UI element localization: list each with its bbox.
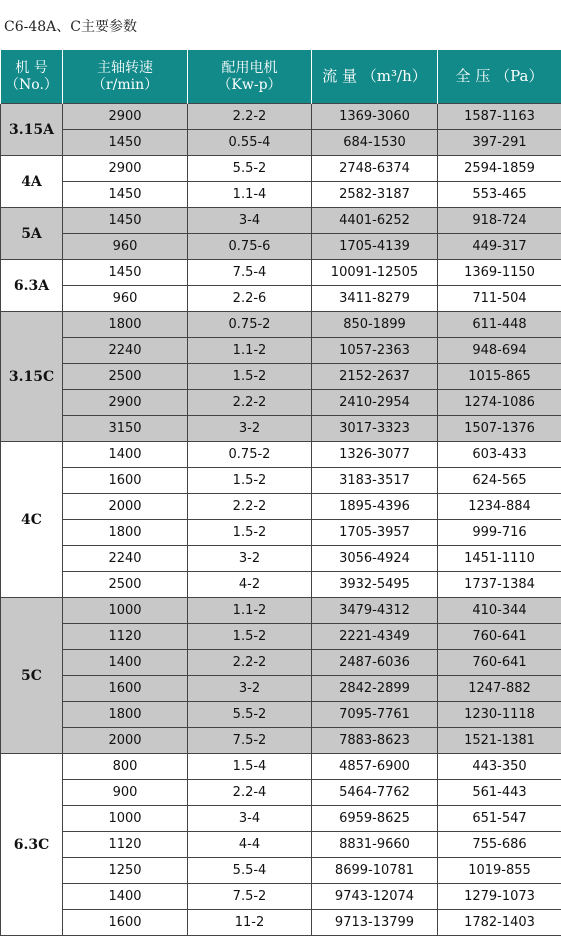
pressure-cell: 397-291 [438,130,561,156]
header-pressure [438,50,561,104]
speed-cell: 2500 [63,364,188,390]
pressure-cell: 443-350 [438,754,561,780]
motor-cell: 3-4 [188,208,312,234]
flow-cell: 850-1899 [312,312,438,338]
speed-cell: 1450 [63,260,188,286]
speed-cell: 1450 [63,130,188,156]
speed-cell: 1450 [63,208,188,234]
speed-cell: 1400 [63,442,188,468]
speed-cell: 1000 [63,806,188,832]
speed-cell: 1000 [63,598,188,624]
flow-cell: 2842-2899 [312,676,438,702]
pressure-cell: 651-547 [438,806,561,832]
pressure-cell: 1451-1110 [438,546,561,572]
header-flow-label: 流 量 （m³/h） [322,66,427,85]
flow-cell: 2748-6374 [312,156,438,182]
table-row [1,520,561,546]
header-speed [63,50,188,104]
flow-cell: 1057-2363 [312,338,438,364]
motor-cell: 1.1-4 [188,182,312,208]
speed-cell: 2500 [63,572,188,598]
pressure-cell: 755-686 [438,832,561,858]
motor-cell: 2.2-6 [188,286,312,312]
pressure-cell: 1507-1376 [438,416,561,442]
motor-cell: 11-2 [188,910,312,936]
motor-cell: 1.5-2 [188,364,312,390]
speed-cell: 2900 [63,156,188,182]
flow-cell: 9743-12074 [312,884,438,910]
speed-cell: 1800 [63,312,188,338]
table-row [1,208,561,234]
parameter-table [0,50,561,936]
motor-cell: 0.75-6 [188,234,312,260]
table-row [1,858,561,884]
table-row [1,676,561,702]
motor-cell: 0.55-4 [188,130,312,156]
speed-cell: 2900 [63,104,188,130]
table-row [1,884,561,910]
table-row [1,546,561,572]
motor-cell: 2.2-2 [188,494,312,520]
flow-cell: 5464-7762 [312,780,438,806]
motor-cell: 1.5-2 [188,520,312,546]
pressure-cell: 553-465 [438,182,561,208]
flow-cell: 4857-6900 [312,754,438,780]
motor-cell: 3-4 [188,806,312,832]
motor-cell: 2.2-4 [188,780,312,806]
table-row [1,832,561,858]
speed-cell: 1120 [63,832,188,858]
speed-cell: 960 [63,234,188,260]
model-cell: 6.3A [1,260,63,312]
flow-cell: 2582-3187 [312,182,438,208]
motor-cell: 7.5-2 [188,728,312,754]
flow-cell: 3411-8279 [312,286,438,312]
speed-cell: 1400 [63,650,188,676]
motor-cell: 1.1-2 [188,338,312,364]
flow-cell: 1326-3077 [312,442,438,468]
motor-cell: 1.1-2 [188,598,312,624]
flow-cell: 7095-7761 [312,702,438,728]
speed-cell: 800 [63,754,188,780]
table-row [1,442,561,468]
speed-cell: 1120 [63,624,188,650]
motor-cell: 3-2 [188,416,312,442]
motor-cell: 2.2-2 [188,650,312,676]
header-model [1,50,63,104]
table-row [1,572,561,598]
pressure-cell: 561-443 [438,780,561,806]
table-row [1,260,561,286]
flow-cell: 3932-5495 [312,572,438,598]
pressure-cell: 1247-882 [438,676,561,702]
flow-cell: 684-1530 [312,130,438,156]
table-row [1,702,561,728]
motor-cell: 1.5-2 [188,468,312,494]
table-row [1,728,561,754]
table-title: C6-48A、C主要参数 [4,19,137,35]
motor-cell: 1.5-4 [188,754,312,780]
speed-cell: 1400 [63,884,188,910]
header-flow [312,50,438,104]
flow-cell: 3056-4924 [312,546,438,572]
speed-cell: 2240 [63,546,188,572]
table-row [1,104,561,130]
motor-cell: 3-2 [188,676,312,702]
motor-cell: 5.5-2 [188,702,312,728]
table-row [1,182,561,208]
table-row [1,598,561,624]
flow-cell: 2221-4349 [312,624,438,650]
pressure-cell: 918-724 [438,208,561,234]
header-model-line2: （No.） [5,76,58,93]
table-row [1,338,561,364]
speed-cell: 2000 [63,494,188,520]
pressure-cell: 410-344 [438,598,561,624]
pressure-cell: 1782-1403 [438,910,561,936]
table-row [1,234,561,260]
flow-cell: 3479-4312 [312,598,438,624]
flow-cell: 1369-3060 [312,104,438,130]
motor-cell: 4-2 [188,572,312,598]
header-row [1,50,561,104]
motor-cell: 2.2-2 [188,390,312,416]
flow-cell: 4401-6252 [312,208,438,234]
flow-cell: 9713-13799 [312,910,438,936]
speed-cell: 1600 [63,676,188,702]
pressure-cell: 948-694 [438,338,561,364]
table-row [1,754,561,780]
table-row [1,390,561,416]
pressure-cell: 603-433 [438,442,561,468]
model-cell: 4C [1,442,63,598]
table-row [1,910,561,936]
speed-cell: 960 [63,286,188,312]
pressure-cell: 1369-1150 [438,260,561,286]
flow-cell: 1705-4139 [312,234,438,260]
model-cell: 4A [1,156,63,208]
speed-cell: 1800 [63,702,188,728]
pressure-cell: 760-641 [438,650,561,676]
flow-cell: 10091-12505 [312,260,438,286]
speed-cell: 3150 [63,416,188,442]
header-motor [188,50,312,104]
flow-cell: 1895-4396 [312,494,438,520]
pressure-cell: 1019-855 [438,858,561,884]
speed-cell: 1600 [63,468,188,494]
table-row [1,364,561,390]
pressure-cell: 1279-1073 [438,884,561,910]
flow-cell: 1705-3957 [312,520,438,546]
model-cell: 3.15A [1,104,63,156]
flow-cell: 8699-10781 [312,858,438,884]
table-row [1,416,561,442]
table-row [1,494,561,520]
pressure-cell: 1521-1381 [438,728,561,754]
pressure-cell: 2594-1859 [438,156,561,182]
header-speed-line2: （r/min） [91,76,159,93]
flow-cell: 3017-3323 [312,416,438,442]
motor-cell: 7.5-4 [188,260,312,286]
header-model-line1: 机 号 [15,59,48,76]
speed-cell: 1600 [63,910,188,936]
flow-cell: 3183-3517 [312,468,438,494]
header-pressure-label: 全 压 （Pa） [455,66,544,85]
pressure-cell: 1234-884 [438,494,561,520]
motor-cell: 5.5-2 [188,156,312,182]
table-row [1,130,561,156]
pressure-cell: 449-317 [438,234,561,260]
speed-cell: 2900 [63,390,188,416]
speed-cell: 900 [63,780,188,806]
speed-cell: 1250 [63,858,188,884]
speed-cell: 1450 [63,182,188,208]
motor-cell: 4-4 [188,832,312,858]
table-row [1,156,561,182]
pressure-cell: 711-504 [438,286,561,312]
pressure-cell: 760-641 [438,624,561,650]
table-row [1,468,561,494]
model-cell: 6.3C [1,754,63,936]
pressure-cell: 624-565 [438,468,561,494]
header-motor-line1: 配用电机 [221,59,278,76]
motor-cell: 2.2-2 [188,104,312,130]
model-cell: 3.15C [1,312,63,442]
table-row [1,286,561,312]
flow-cell: 7883-8623 [312,728,438,754]
motor-cell: 0.75-2 [188,442,312,468]
pressure-cell: 611-448 [438,312,561,338]
pressure-cell: 1015-865 [438,364,561,390]
model-cell: 5C [1,598,63,754]
flow-cell: 2487-6036 [312,650,438,676]
pressure-cell: 1230-1118 [438,702,561,728]
flow-cell: 2152-2637 [312,364,438,390]
pressure-cell: 1274-1086 [438,390,561,416]
speed-cell: 2000 [63,728,188,754]
header-speed-line1: 主轴转速 [97,59,153,76]
motor-cell: 5.5-4 [188,858,312,884]
pressure-cell: 1737-1384 [438,572,561,598]
table-row [1,650,561,676]
flow-cell: 2410-2954 [312,390,438,416]
speed-cell: 2240 [63,338,188,364]
flow-cell: 8831-9660 [312,832,438,858]
motor-cell: 3-2 [188,546,312,572]
speed-cell: 1800 [63,520,188,546]
table-row [1,780,561,806]
model-cell: 5A [1,208,63,260]
table-row [1,806,561,832]
pressure-cell: 1587-1163 [438,104,561,130]
table-row [1,312,561,338]
table-body [1,104,561,936]
motor-cell: 7.5-2 [188,884,312,910]
header-motor-line2: （Kw-p） [217,76,282,93]
table-row [1,624,561,650]
motor-cell: 1.5-2 [188,624,312,650]
motor-cell: 0.75-2 [188,312,312,338]
pressure-cell: 999-716 [438,520,561,546]
flow-cell: 6959-8625 [312,806,438,832]
